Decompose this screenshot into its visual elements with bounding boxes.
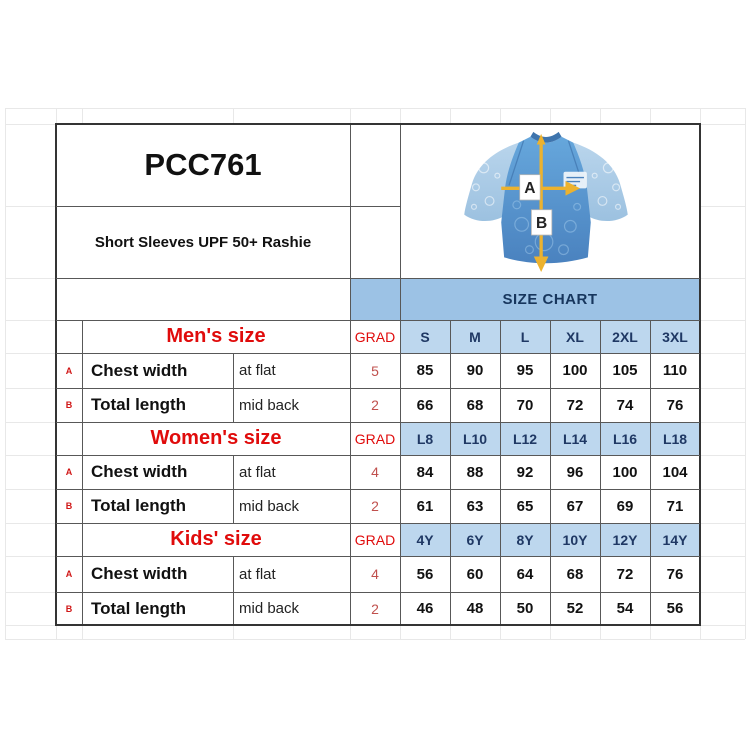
measurement-name-cell: Chest width	[91, 360, 188, 380]
size-value-cell: 76	[666, 565, 684, 583]
size-header-cell: 12Y	[600, 523, 650, 556]
row-marker: B	[65, 603, 73, 614]
size-value-cell: 105	[612, 362, 638, 379]
size-header-cell: M	[450, 320, 500, 353]
measurement-method-cell: at flat	[239, 362, 276, 379]
grad-header-cell: GRAD	[354, 531, 396, 548]
size-value-cell: 72	[616, 565, 634, 583]
row-marker: B	[65, 501, 73, 511]
measurement-name-cell: Chest width	[91, 564, 188, 583]
measurement-method-cell: mid back	[239, 600, 300, 617]
size-value-cell: 60	[466, 565, 484, 583]
size-value-cell: 76	[666, 396, 684, 414]
size-header-cell: 6Y	[450, 523, 500, 556]
size-header-cell: 8Y	[500, 523, 550, 556]
measurement-name-cell: Chest width	[91, 462, 188, 481]
size-value-cell: 104	[662, 463, 688, 481]
size-header-cell: L	[500, 320, 550, 353]
size-value-cell: 71	[666, 497, 684, 515]
section-title: Women's size	[150, 427, 282, 449]
size-value-cell: 68	[566, 565, 584, 583]
row-marker: A	[65, 467, 73, 477]
measurement-method-cell: at flat	[239, 565, 276, 583]
size-value-cell: 100	[562, 362, 588, 379]
size-value-cell: 90	[466, 362, 484, 379]
size-header-cell: L18	[650, 422, 700, 455]
size-header-cell: XL	[550, 320, 600, 353]
size-value-cell: 67	[566, 497, 584, 515]
size-header-cell: 10Y	[550, 523, 600, 556]
shirt-image	[428, 127, 664, 273]
grad-value-cell: 4	[371, 464, 379, 480]
size-value-cell: 46	[416, 600, 434, 617]
size-header-cell: 14Y	[650, 523, 700, 556]
size-value-cell: 72	[566, 396, 584, 414]
measure-a-label: A	[524, 180, 536, 198]
measure-b-label: B	[535, 215, 548, 233]
size-value-cell: 64	[516, 565, 534, 583]
product-name-cell: Short Sleeves UPF 50+ Rashie	[94, 233, 312, 251]
size-header-cell: 3XL	[650, 320, 700, 353]
measurement-name-cell: Total length	[91, 395, 187, 414]
size-value-cell: 74	[616, 396, 634, 414]
grad-value-cell: 2	[371, 498, 379, 514]
size-chart-banner: SIZE CHART	[400, 278, 700, 320]
grad-value-cell: 4	[371, 566, 379, 582]
product-code-cell: PCC761	[144, 147, 262, 182]
size-header-cell: L16	[600, 422, 650, 455]
size-value-cell: 69	[616, 497, 634, 515]
size-header-cell: L12	[500, 422, 550, 455]
size-value-cell: 65	[516, 497, 534, 515]
grad-header-cell: GRAD	[354, 430, 396, 447]
size-chart-banner-spacer	[350, 278, 400, 320]
size-value-cell: 95	[516, 362, 534, 379]
size-value-cell: 68	[466, 396, 484, 414]
size-value-cell: 63	[466, 497, 484, 515]
size-value-cell: 96	[566, 463, 584, 481]
grad-value-cell: 5	[371, 362, 379, 379]
size-value-cell: 61	[416, 497, 434, 515]
size-value-cell: 88	[466, 463, 484, 481]
size-value-cell: 100	[612, 463, 638, 481]
row-marker: A	[65, 569, 73, 579]
section-title: Men's size	[166, 325, 266, 347]
grad-value-cell: 2	[371, 397, 379, 413]
size-value-cell: 92	[516, 463, 534, 481]
size-value-cell: 48	[466, 600, 484, 617]
measurement-method-cell: at flat	[239, 463, 276, 481]
size-header-cell: 2XL	[600, 320, 650, 353]
row-marker: A	[65, 365, 73, 376]
size-value-cell: 70	[516, 396, 534, 414]
size-value-cell: 56	[416, 565, 434, 583]
measurement-method-cell: mid back	[239, 396, 300, 414]
size-value-cell: 85	[416, 362, 434, 379]
size-value-cell: 56	[666, 600, 684, 617]
size-value-cell: 54	[616, 600, 634, 617]
grad-header-cell: GRAD	[354, 328, 396, 345]
size-header-cell: L8	[400, 422, 450, 455]
measurement-method-cell: mid back	[239, 497, 300, 515]
size-value-cell: 52	[566, 600, 584, 617]
row-marker: B	[65, 400, 73, 410]
size-header-cell: S	[400, 320, 450, 353]
measurement-name-cell: Total length	[91, 496, 187, 515]
grad-value-cell: 2	[371, 600, 379, 617]
size-value-cell: 84	[416, 463, 434, 481]
size-header-cell: L14	[550, 422, 600, 455]
size-header-cell: 4Y	[400, 523, 450, 556]
section-title: Kids' size	[170, 528, 262, 550]
size-value-cell: 50	[516, 600, 534, 617]
size-value-cell: 66	[416, 396, 434, 414]
measurement-name-cell: Total length	[91, 598, 187, 618]
shirt-diagram	[428, 127, 664, 273]
size-value-cell: 110	[662, 362, 688, 379]
size-header-cell: L10	[450, 422, 500, 455]
